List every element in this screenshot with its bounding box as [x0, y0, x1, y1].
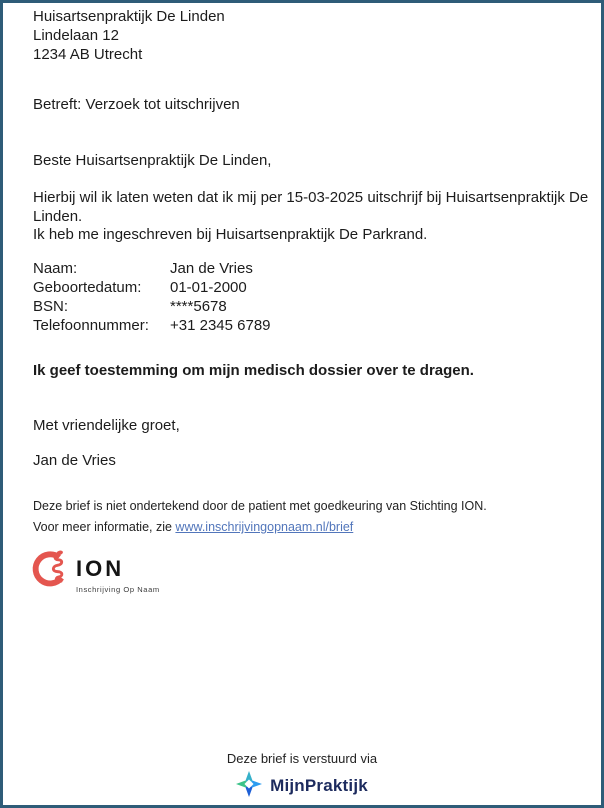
disclaimer-line-2 [33, 519, 353, 535]
disclaimer-line-2-text: Voor meer informatie, zie [33, 520, 176, 534]
detail-value: +31 2345 6789 [170, 317, 271, 334]
detail-value: Jan de Vries [170, 260, 253, 277]
info-link[interactable]: www.inschrijvingopnaam.nl/brief [175, 520, 354, 534]
detail-label: Naam: [33, 260, 78, 277]
detail-row-telefoonnummer [33, 316, 271, 335]
detail-row-bsn [33, 297, 271, 316]
ion-wordmark: ION [76, 556, 125, 581]
closing: Met vriendelijke groet, [33, 417, 180, 434]
recipient-street: Lindelaan 12 [33, 27, 119, 44]
subject-line: Betreft: Verzoek tot uitschrijven [33, 96, 240, 113]
recipient-city: 1234 AB Utrecht [33, 46, 143, 63]
ion-logo [31, 548, 160, 594]
body-paragraph [33, 189, 597, 245]
ion-logo-text [76, 558, 160, 594]
detail-label: Telefoonnummer: [33, 317, 149, 334]
mijnpraktijk-star-icon [236, 771, 262, 801]
signature-name: Jan de Vries [33, 452, 116, 469]
sent-via-text: Deze brief is verstuurd via [226, 751, 378, 766]
detail-row-naam [33, 259, 271, 278]
recipient-address [33, 7, 225, 64]
salutation: Beste Huisartsenpraktijk De Linden, [33, 152, 272, 169]
body-sentence-1: Hierbij wil ik laten weten dat ik mij per 15-03-2025 uitschrijf bij Huisartsenpraktijk De Linden. [33, 189, 589, 225]
detail-value: ****5678 [170, 298, 227, 315]
recipient-name: Huisartsenpraktijk De Linden [33, 8, 225, 25]
disclaimer-line-1: Deze brief is niet ondertekend door de patient met goedkeuring van Stichting ION. [33, 499, 487, 513]
detail-label: Geboortedatum: [33, 279, 142, 296]
body-sentence-2: Ik heb me ingeschreven bij Huisartsenpraktijk De Parkrand. [33, 226, 428, 243]
detail-label: BSN: [33, 298, 69, 315]
consent-statement: Ik geef toestemming om mijn medisch dossier over te dragen. [33, 362, 474, 379]
detail-value: 01-01-2000 [170, 279, 247, 296]
detail-row-geboortedatum [33, 278, 271, 297]
patient-details [33, 259, 271, 335]
mijnpraktijk-logo [3, 771, 601, 801]
ion-tagline: Inschrijving Op Naam [76, 585, 160, 594]
mijnpraktijk-wordmark: MijnPraktijk [270, 776, 368, 795]
ion-snake-icon [31, 548, 73, 592]
